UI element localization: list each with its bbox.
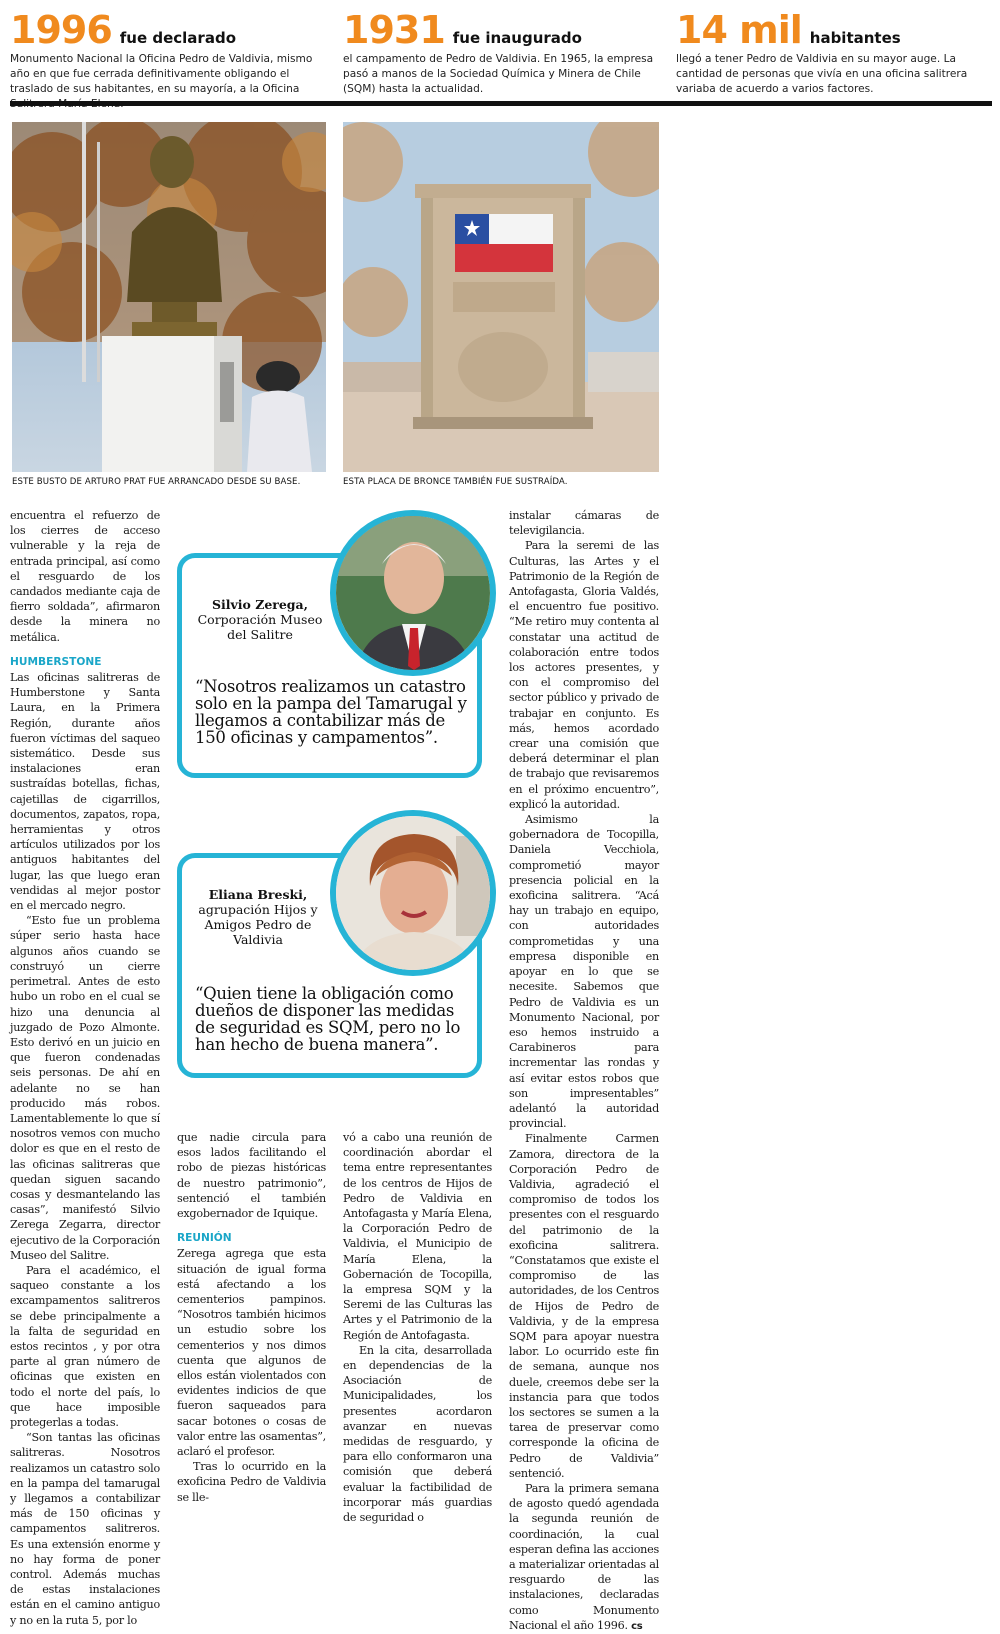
paragraph: encuentra el refuerzo de los cierres de acceso vulnerable y la reja de entrada principal, así como el resguardo de los candados mediante caja de fierro soldada”, afirmaron desde la minera no metálica. xyxy=(10,509,160,644)
paragraph: Las oficinas salitreras de Humberstone y Santa Laura, en la Primera Región, durante años fueron víctimas del saqueo sistemático. Desde sus instalaciones eran sustraídas botellas, fichas, cajetillas de cigarrillos, documentos, zapatos, ropa, herramientas y otros artículos utilizados por los antiguos habitantes del lugar, las que luego eran vendidas al mejor postor en el mercado negro. xyxy=(10,671,160,913)
fact-14mil xyxy=(676,10,990,96)
portrait-breski xyxy=(330,810,496,976)
fact-1996 xyxy=(10,10,328,96)
top-divider xyxy=(10,101,992,106)
portrait-zerega xyxy=(330,510,496,676)
paragraph-text: Para la primera semana de agosto quedó agendada la segunda reunión de coordinación, la cual esperan defina las acciones a materializar orientadas al resguardo de las instalaciones, declaradas como Monumento Nacional el año 1996. xyxy=(509,1482,659,1632)
fact-number: 14 mil xyxy=(676,8,802,52)
fact-label: fue declarado xyxy=(119,29,236,47)
paragraph xyxy=(509,1481,659,1634)
quote-text: “Nosotros realizamos un catastro solo en la pampa del Tamarugal y llegamos a contabilizar más de 150 oficinas y campamentos”. xyxy=(195,677,467,747)
quote-role: agrupación Hijos y Amigos Pedro de Valdivia xyxy=(198,902,318,947)
photo-caption: ESTA PLACA DE BRONCE TAMBIÉN FUE SUSTRAÍDA. xyxy=(343,477,568,487)
fact-text: el campamento de Pedro de Valdivia. En 1965, la empresa pasó a manos de la Sociedad Química y Minera de Chile (SQM) hasta la actualidad. xyxy=(343,53,654,95)
photo-plaque xyxy=(343,122,659,472)
quote-name: Eliana Breski, xyxy=(208,887,308,902)
paragraph: vó a cabo una reunión de coordinación abordar el tema entre representantes de los centros de Hijos de Pedro de Valdivia en Antofagasta y María Elena, la Corporación Pedro de Valdivia, el Municipio de María Elena, la Gobernación de Tocopilla, la empresa SQM y la Seremi de las Culturas las Artes y el Patrimonio de la Región de Antofagasta. xyxy=(343,1131,492,1342)
fact-text: Monumento Nacional la Oficina Pedro de Valdivia, mismo año en que fue cerrada definitivamente obligando el traslado de sus habitantes, en su mayoría, a la Oficina xyxy=(10,53,313,95)
fact-label: habitantes xyxy=(809,29,901,47)
fact-number: 1996 xyxy=(10,8,112,52)
paragraph: instalar cámaras de televigilancia. xyxy=(509,509,659,538)
paragraph: Tras lo ocurrido en la exoficina Pedro de Valdivia se lle- xyxy=(177,1460,326,1504)
section-heading: REUNIÓN xyxy=(177,1232,232,1245)
text-column-3 xyxy=(343,1130,492,1525)
paragraph: Finalmente Carmen Zamora, directora de la Corporación Pedro de Valdivia, agradeció el compromiso de todos los presentes con el resguardo del patrimonio de la exoficina salitrera. “Constatamos que existe el compromiso de las autoridades, de los Centros de Hijos de Pedro de Valdivia, y de la empresa SQM para apoyar nuestra labor. Lo ocurrido este fin de semana, aunque nos duele, creemos debe ser la instancia para que todos los sectores se sumen a la tarea de preservar como corresponde la oficina de Pedro de Valdivia” sentenció. xyxy=(509,1132,659,1480)
fact-number: 1931 xyxy=(343,8,445,52)
quote-name: Silvio Zerega, xyxy=(211,597,309,612)
paragraph: “Esto fue un problema súper serio hasta hace algunos años cuando se construyó un cierre perimetral. Antes de esto hubo un robo en el cual se hizo una denuncia al juzgado de Pozo Almonte. Esto derivó en un juicio en que fueron condenadas seis personas. De ahí en adelante no se han producido más robos. Lamentablemente lo que sí nosotros vemos con mucho dolor es que en el resto de las oficinas salitreras que quedan siguen sacando cosas y desmantelando las casas”, manifestó Silvio Zerega Zegarra, director ejecutivo de la Corporación Museo del Salitre. xyxy=(10,914,160,1262)
fact-label: fue inaugurado xyxy=(452,29,582,47)
paragraph: Asimismo la gobernadora de Tocopilla, Daniela Vecchiola, comprometió mayor presencia policial en la exoficina salitrera. “Acá hay un trabajo en equipo, con autoridades comprometidas y una empresa disponible en apoyar en lo que se necesite. Sabemos que Pedro de Valdivia es un Monumento Nacional, por eso hemos instruido a Carabineros para incrementar las rondas y así evitar estos robos que son impresentables” adelantó la autoridad provincial. xyxy=(509,813,659,1131)
fact-1931 xyxy=(343,10,655,96)
text-column-2 xyxy=(177,1130,326,1505)
section-heading: HUMBERSTONE xyxy=(10,655,102,668)
text-column-1 xyxy=(10,508,160,1628)
paragraph: “Son tantas las oficinas salitreras. Nosotros realizamos un catastro solo en la pampa del tamarugal y llegamos a contabilizar más de 150 oficinas y campamentos salitreros. Es una extensión enorme y no hay forma de poner control. Además muchas de estas instalaciones están en el camino antiguo y no en la ruta 5, por lo xyxy=(10,1431,160,1627)
paragraph: Para la seremi de las Culturas, las Artes y el Patrimonio de la Región de Antofagasta, Gloria Valdés, el encuentro fue positivo. “Me retiro muy contenta al constatar una actitud de colaboración entre todos los actores presentes, y con el compromiso del sector público y privado de trabajar en conjunto. Es más, hemos acordado crear una comisión que deberá determinar el plan de trabajo que revisaremos en el próximo encuentro”, explicó la autoridad. xyxy=(509,539,659,811)
paragraph: Para el académico, el saqueo constante a los excampamentos salitreros se debe principalmente a la falta de seguridad en estos recintos , y por otra parte al gran número de oficinas que existen en todo el norte del país, lo que hace imposible protegerlas a todas. xyxy=(10,1263,160,1429)
text-column-4 xyxy=(509,508,659,1634)
quote-text: “Quien tiene la obligación como dueños de disponer las medidas de seguridad es SQM, pero no lo han hecho de buena manera”. xyxy=(195,984,461,1054)
quote-role: Corporación Museo del Salitre xyxy=(197,612,323,642)
quote-attribution xyxy=(188,887,328,947)
paragraph: Zerega agrega que esta situación de igual forma está afectando a los cementerios pampinos. “Nosotros también hicimos un estudio sobre los cementerios y nos dimos cuenta que algunos de ellos están violentados con evidentes indicios de que fueron saqueados para sacar botones o cosas de valor entre las osamentas”, aclaró el profesor. xyxy=(177,1247,326,1459)
paragraph: que nadie circula para esos lados facilitando el robo de piezas históricas de nuestro patrimonio”, sentenció el también exgobernador de Iquique. xyxy=(177,1131,326,1221)
photo-caption: ESTE BUSTO DE ARTURO PRAT FUE ARRANCADO DESDE SU BASE. xyxy=(12,477,301,487)
quote-attribution xyxy=(190,597,330,642)
fact-text: llegó a tener Pedro de Valdivia en su mayor auge. La cantidad de personas que vivía en una oficina salitrera variaba de acuerdo a varios factores. xyxy=(676,53,968,95)
photo-bust xyxy=(12,122,326,472)
end-mark: cs xyxy=(631,1620,643,1632)
paragraph: En la cita, desarrollada en dependencias de la Asociación de Municipalidades, los presentes acordaron avanzar en nuevas medidas de resguardo, y para ello conformaron una comisión que deberá evaluar la factibilidad de incorporar más guardias de seguridad o xyxy=(343,1343,492,1525)
